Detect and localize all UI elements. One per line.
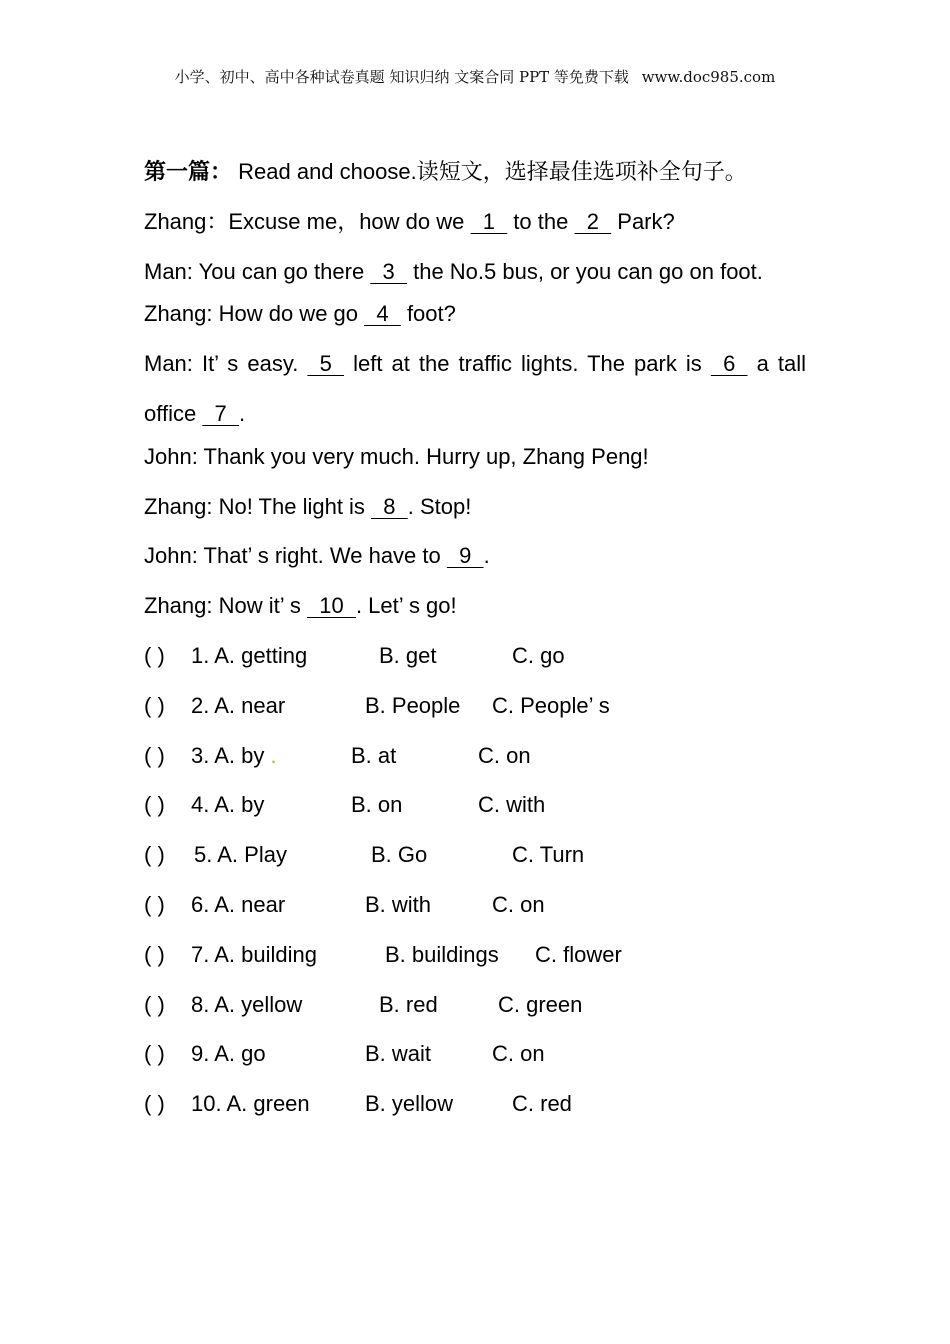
- dialogue-text: Man: It’ s easy.: [144, 351, 308, 377]
- option-c: C. on: [478, 742, 531, 768]
- option-b: B. People: [365, 692, 461, 718]
- option-a-text: 3. A. by: [191, 742, 265, 768]
- blank-4: 4: [364, 301, 401, 327]
- dialogue-text: to the: [507, 208, 575, 234]
- option-b: B. wait: [365, 1041, 432, 1067]
- option-c: C. red: [512, 1091, 572, 1117]
- dialogue-text: You can go there: [198, 258, 371, 284]
- dialogue-line-2: [144, 247, 806, 297]
- blank-6: 6: [710, 351, 748, 377]
- dialogue-line-5: [144, 439, 806, 489]
- option-c: C. with: [478, 792, 546, 818]
- blank-1: 1: [470, 208, 508, 234]
- answer-bracket[interactable]: ( ): [144, 991, 165, 1017]
- option-a: 9. A. go: [191, 1041, 266, 1067]
- answer-bracket[interactable]: ( ): [144, 842, 165, 868]
- option-b: B. on: [351, 792, 403, 818]
- question-8: [144, 987, 806, 1037]
- stray-mark: .: [264, 742, 277, 768]
- answer-bracket[interactable]: ( ): [144, 1091, 165, 1117]
- section-lead: 第一篇：: [144, 159, 233, 185]
- option-b: B. get: [379, 642, 437, 668]
- option-b: B. Go: [371, 842, 428, 868]
- option-b: B. buildings: [385, 941, 499, 967]
- question-7: [144, 937, 806, 987]
- question-10: [144, 1086, 806, 1136]
- question-4: [144, 787, 806, 837]
- option-b: B. yellow: [365, 1091, 454, 1117]
- dialogue-text: left at the traffic lights. The park is: [344, 351, 711, 377]
- answer-bracket[interactable]: ( ): [144, 692, 165, 718]
- option-b: B. red: [379, 991, 438, 1017]
- dialogue-text: John: That’ s right. We have to: [144, 543, 447, 569]
- dialogue-text: Zhang: No! The light is: [144, 493, 372, 519]
- option-c: C. go: [512, 642, 565, 668]
- dialogue-text: Zhang：Excuse me，how do we: [144, 208, 471, 234]
- dialogue-text: .: [239, 400, 246, 426]
- question-2: [144, 688, 806, 738]
- page-header: [0, 66, 950, 87]
- option-a: 5. A. Play: [194, 842, 287, 868]
- blank-2: 2: [574, 208, 612, 234]
- answer-bracket[interactable]: ( ): [144, 792, 165, 818]
- header-text: 小学、初中、高中各种试卷真题 知识归纳 文案合同 PPT 等免费下载: [174, 68, 629, 86]
- option-a: 4. A. by: [191, 792, 265, 818]
- option-b: B. at: [351, 742, 397, 768]
- section-instruction: Read and choose.: [232, 159, 417, 184]
- section-instruction-cn: 读短文，选择最佳选项补全句子。: [416, 160, 747, 185]
- option-c: C. on: [492, 1041, 545, 1067]
- dialogue-text: John: Thank: [144, 443, 265, 469]
- answer-bracket[interactable]: ( ): [144, 941, 165, 967]
- dialogue-text: a tall office: [144, 351, 806, 426]
- option-a: [191, 738, 351, 774]
- dialogue-text: Park?: [611, 208, 675, 234]
- dialogue-text: Zhang: How do we go: [144, 301, 365, 327]
- section-title: [144, 154, 806, 204]
- dialogue-text: foot?: [400, 301, 456, 327]
- blank-7: 7: [202, 400, 239, 426]
- question-3: [144, 738, 806, 788]
- dialogue-text: you very much. Hurry up, Zhang Peng!: [264, 443, 649, 469]
- exercise-content: [144, 154, 806, 1136]
- option-c: C. green: [498, 991, 583, 1017]
- question-9: [144, 1036, 806, 1086]
- answer-bracket[interactable]: ( ): [144, 642, 165, 668]
- option-c: C. on: [492, 891, 545, 917]
- option-c: C. flower: [535, 941, 622, 967]
- option-a: 8. A. yellow: [191, 991, 303, 1017]
- dialogue-text: Man:: [144, 258, 199, 284]
- blank-9: 9: [446, 543, 484, 569]
- question-6: [144, 887, 806, 937]
- option-a: 1. A. getting: [191, 642, 308, 668]
- dialogue-line-4: [144, 339, 806, 439]
- dialogue-text: . Let’ s go!: [355, 593, 457, 619]
- question-5: [144, 837, 806, 887]
- blank-3: 3: [370, 258, 407, 284]
- option-a: 6. A. near: [191, 891, 286, 917]
- question-1: [144, 638, 806, 688]
- option-a: 2. A. near: [191, 692, 286, 718]
- option-a: 7. A. building: [191, 941, 317, 967]
- option-a: 10. A. green: [191, 1091, 310, 1117]
- answer-bracket[interactable]: ( ): [144, 1041, 165, 1067]
- dialogue-text: . Stop!: [407, 493, 472, 519]
- header-site: www.doc985.com: [641, 68, 776, 86]
- option-c: C. Turn: [512, 842, 585, 868]
- dialogue-line-7: [144, 538, 806, 588]
- blank-5: 5: [307, 351, 345, 377]
- dialogue-text: Zhang: Now it’ s: [144, 593, 308, 619]
- blank-10: 10: [307, 593, 356, 619]
- answer-bracket[interactable]: ( ): [144, 891, 165, 917]
- option-b: B. with: [365, 891, 432, 917]
- dialogue-text: the No.5 bus, or you can go on foot.: [406, 258, 763, 284]
- blank-8: 8: [371, 493, 408, 519]
- dialogue-line-8: [144, 588, 806, 638]
- dialogue-line-6: [144, 489, 806, 539]
- answer-bracket[interactable]: ( ): [144, 742, 165, 768]
- dialogue-text: .: [483, 543, 490, 569]
- option-c: C. People’ s: [492, 692, 610, 718]
